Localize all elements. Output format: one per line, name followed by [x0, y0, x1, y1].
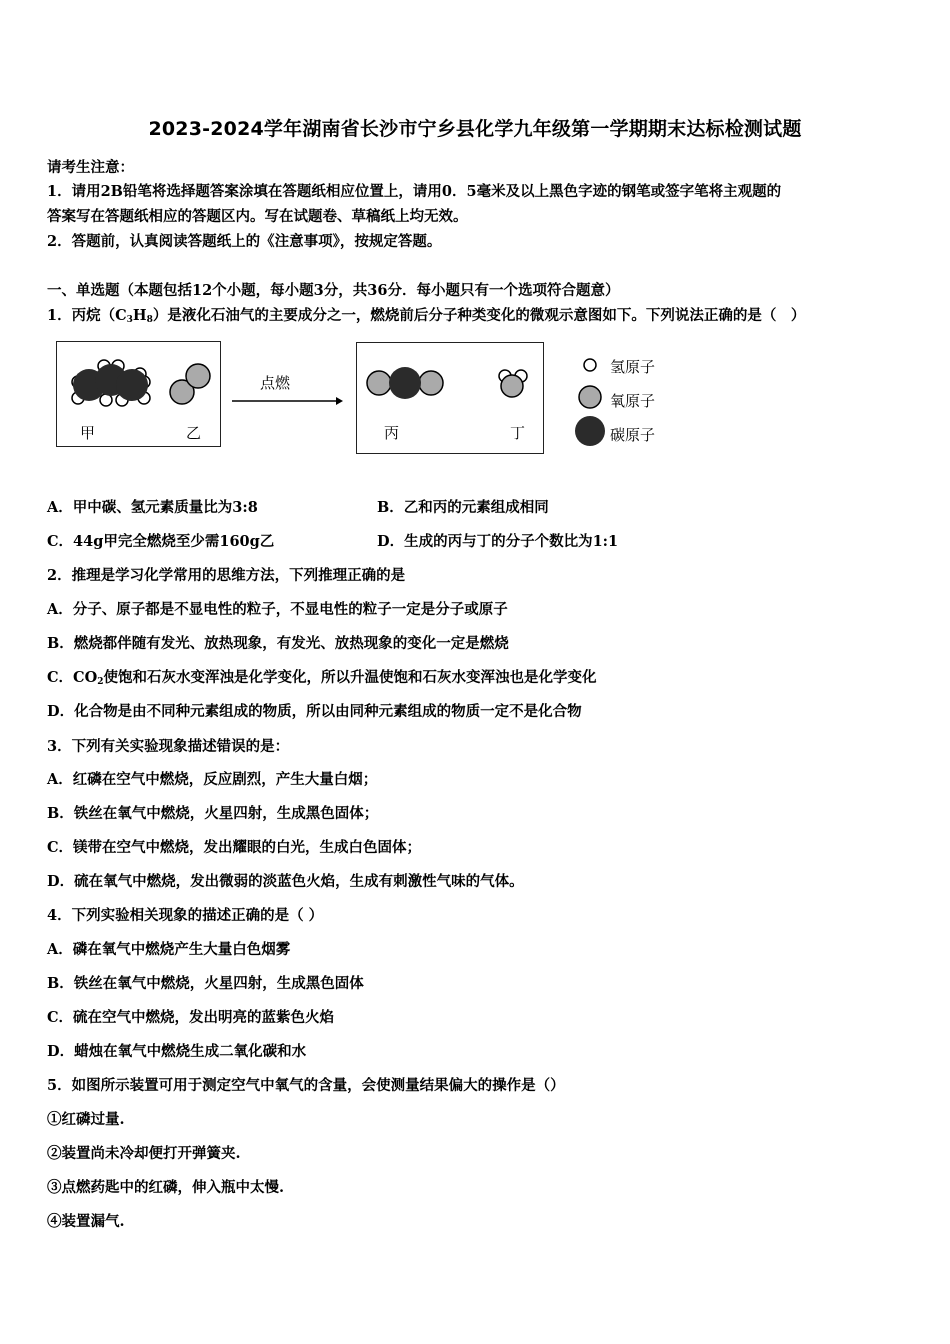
question-1-stem: [47, 304, 805, 325]
question-3-stem: 3．下列有关实验现象描述错误的是：: [47, 738, 290, 755]
q2-option-b: B．燃烧都伴随有发光、放热现象，有发光、放热现象的变化一定是燃烧: [47, 635, 509, 652]
page-title: 2023-2024学年湖南省长沙市宁乡县化学九年级第一学期期末达标检测试题: [148, 118, 802, 140]
notice-heading: 请考生注意：: [47, 159, 134, 176]
legend-carbon: 碳原子: [610, 426, 656, 444]
section-heading: 一、单选题（本题包括12个小题，每小题3分，共36分．每小题只有一个选项符合题意）: [47, 282, 620, 299]
q2-option-c: [47, 666, 596, 687]
q1-option-b: B．乙和丙的元素组成相同: [377, 499, 549, 516]
q1-option-c: C．44g甲完全燃烧至少需160g乙: [47, 533, 275, 550]
label-bing: 丙: [384, 424, 400, 442]
q1-option-a: A．甲中碳、氢元素质量比为3:8: [47, 499, 258, 516]
legend-oxygen: 氧原子: [610, 392, 656, 410]
notice-item-2: 2．答题前，认真阅读答题纸上的《注意事项》，按规定答题。: [47, 233, 442, 250]
q5-item-2: ②装置尚未冷却便打开弹簧夹.: [47, 1145, 241, 1162]
molecule-svg: [56, 340, 696, 460]
q3-option-c: C．镁带在空气中燃烧，发出耀眼的白光，生成白色固体；: [47, 839, 422, 856]
q5-item-3: ③点燃药匙中的红磷，伸入瓶中太慢.: [47, 1179, 285, 1196]
q3-option-d: D．硫在氧气中燃烧，发出微弱的淡蓝色火焰，生成有刺激性气味的气体。: [47, 873, 524, 890]
question-2-stem: 2．推理是学习化学常用的思维方法，下列推理正确的是: [47, 567, 406, 584]
q1-stem-part-a: 1．丙烷（C: [47, 307, 127, 324]
q1-stem-h: H: [132, 307, 147, 324]
question-5-stem: 5．如图所示装置可用于测定空气中氧气的含量，会使测量结果偏大的操作是（）: [47, 1077, 565, 1094]
q2-option-c-subscript: 2: [97, 677, 104, 687]
legend-hydrogen: 氢原子: [610, 358, 656, 376]
q1-subscript-3: 3: [126, 315, 133, 325]
q4-option-a: A．磷在氧气中燃烧产生大量白色烟雾: [47, 941, 291, 958]
legend-symbols: [575, 359, 605, 446]
question-4-stem: 4．下列实验相关现象的描述正确的是（ ）: [47, 907, 324, 924]
molecule-diagram: [56, 340, 696, 460]
q4-option-d: D．蜡烛在氧气中燃烧生成二氧化碳和水: [47, 1043, 307, 1060]
propane-molecule: [72, 360, 150, 406]
q4-option-b: B．铁丝在氧气中燃烧，火星四射，生成黑色固体: [47, 975, 364, 992]
notice-item-1a: 1．请用2B铅笔将选择题答案涂填在答题纸相应位置上，请用0．5毫米及以上黑色字迹的钢笔或签字笔将主观题的: [47, 183, 782, 200]
reaction-arrow: [232, 397, 343, 405]
q4-option-c: C．硫在空气中燃烧，发出明亮的蓝紫色火焰: [47, 1009, 335, 1026]
q5-item-4: ④装置漏气.: [47, 1213, 125, 1230]
q1-stem-part-b: ）是液化石油气的主要成分之一，燃烧前后分子种类变化的微观示意图如下。下列说法正确的是（ ）: [152, 307, 806, 324]
water-molecule: [499, 370, 527, 397]
q1-subscript-8: 8: [146, 315, 153, 325]
q1-option-d: D．生成的丙与丁的分子个数比为1:1: [377, 533, 619, 550]
q2-option-d: D．化合物是由不同种元素组成的物质，所以由同种元素组成的物质一定不是化合物: [47, 703, 582, 720]
arrow-label: 点燃: [260, 374, 291, 392]
notice-item-1b: 答案写在答题纸相应的答题区内。写在试题卷、草稿纸上均无效。: [47, 208, 468, 225]
q3-option-a: A．红磷在空气中燃烧，反应剧烈，产生大量白烟；: [47, 771, 378, 788]
q2-option-a: A．分子、原子都是不显电性的粒子，不显电性的粒子一定是分子或原子: [47, 601, 508, 618]
oxygen-molecule: [170, 364, 210, 404]
q2-option-c-part-b: 使饱和石灰水变浑浊是化学变化，所以升温使饱和石灰水变浑浊也是化学变化: [103, 669, 597, 686]
q3-option-b: B．铁丝在氧气中燃烧，火星四射，生成黑色固体；: [47, 805, 379, 822]
q2-option-c-part-a: C．CO: [47, 669, 98, 686]
label-ding: 丁: [510, 424, 526, 442]
label-yi: 乙: [186, 424, 202, 442]
q5-item-1: ①红磷过量.: [47, 1111, 125, 1128]
carbon-dioxide-molecule: [367, 367, 443, 399]
label-jia: 甲: [80, 424, 96, 442]
